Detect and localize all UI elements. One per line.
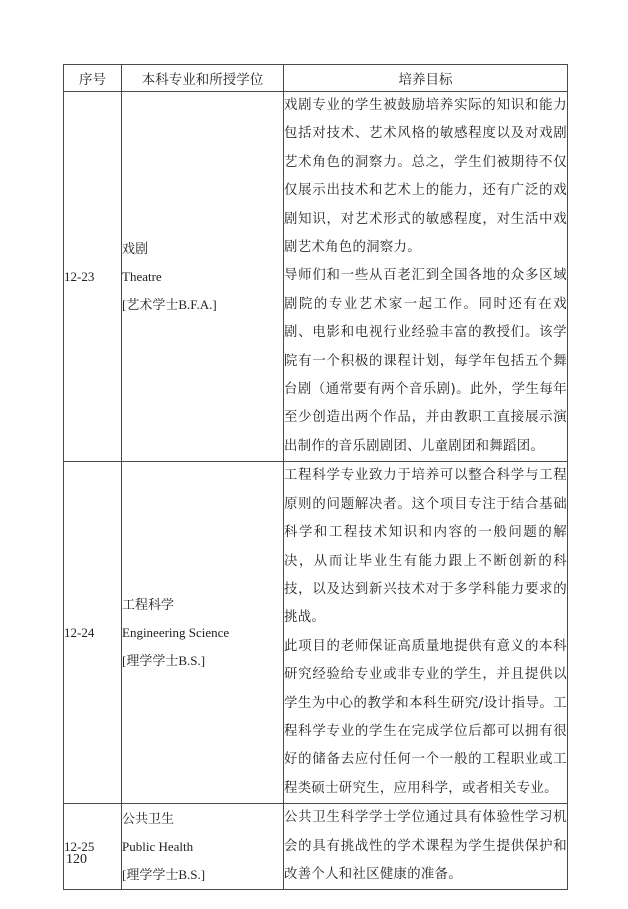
goal-paragraph: 戏剧专业的学生被鼓励培养实际的知识和能力包括对技术、艺术风格的敏感程度以及对戏剧艺术角色的洞察力。总之，学生们被期待不仅仅展示出技术和艺术上的能力，还有广泛的戏剧知识，对艺术形式的敏感程度，对生活中戏剧艺术角色的洞察力。 — [284, 98, 567, 256]
row-number: 12-24 — [64, 462, 122, 804]
major-cell — [122, 804, 284, 890]
degree-label: [理学学士B.S.] — [122, 866, 206, 882]
table-header-row — [64, 65, 568, 92]
table-row — [64, 804, 568, 890]
major-name-en: Public Health — [122, 838, 194, 854]
row-number: 12-23 — [64, 92, 122, 462]
goal-paragraph: 此项目的老师保证高质量地提供有意义的本科研究经验给专业或非专业的学生，并且提供以学生为中心的教学和本科生研究/设计指导。工程科学专业的学生在完成学位后都可以拥有很好的储备去应付任何一个一般的工程职业或工程类硕士研究生，应用科学，或者相关专业。 — [284, 638, 567, 796]
goal-paragraph: 公共卫生科学学士学位通过具有体验性学习机会的具有挑战性的学术课程为学生提供保护和改善个人和社区健康的准备。 — [284, 810, 567, 882]
goal-paragraph: 工程科学专业致力于培养可以整合科学与工程原则的问题解决者。这个项目专注于结合基础科学和工程技术知识和内容的一般问题的解决，从而让毕业生有能力跟上不断创新的科技，以及达到新兴技术对于多学科能力要求的挑战。 — [284, 468, 567, 626]
major-cell — [122, 462, 284, 804]
major-name-en: Engineering Science — [122, 624, 230, 640]
degree-label: [艺术学士B.F.A.] — [122, 296, 217, 312]
page-number: 120 — [66, 852, 87, 867]
major-name-en: Theatre — [122, 268, 162, 284]
major-name-cn: 公共卫生 — [122, 810, 175, 826]
table-row — [64, 92, 568, 462]
goal-paragraph: 导师们和一些从百老汇到全国各地的众多区域剧院的专业艺术家一起工作。同时还有在戏剧、电影和电视行业经验丰富的教授们。该学院有一个积极的课程计划，每学年包括五个舞台剧（通常要有两个音乐剧)。此外，学生每年至少创造出两个作品，并由教职工直接展示演出制作的音乐剧剧团、儿童剧团和舞蹈团。 — [284, 268, 567, 454]
header-training-goal: 培养目标 — [284, 65, 568, 92]
degree-label: [理学学士B.S.] — [122, 652, 206, 668]
major-cell — [122, 92, 284, 462]
goal-cell — [284, 804, 568, 890]
goal-cell — [284, 462, 568, 804]
majors-table — [63, 64, 568, 890]
goal-cell — [284, 92, 568, 462]
table-row — [64, 462, 568, 804]
major-name-cn: 戏剧 — [122, 240, 149, 256]
major-name-cn: 工程科学 — [122, 596, 175, 612]
header-number: 序号 — [64, 65, 122, 92]
row-number: 12-25 — [64, 804, 122, 890]
header-major-degree: 本科专业和所授学位 — [122, 65, 284, 92]
